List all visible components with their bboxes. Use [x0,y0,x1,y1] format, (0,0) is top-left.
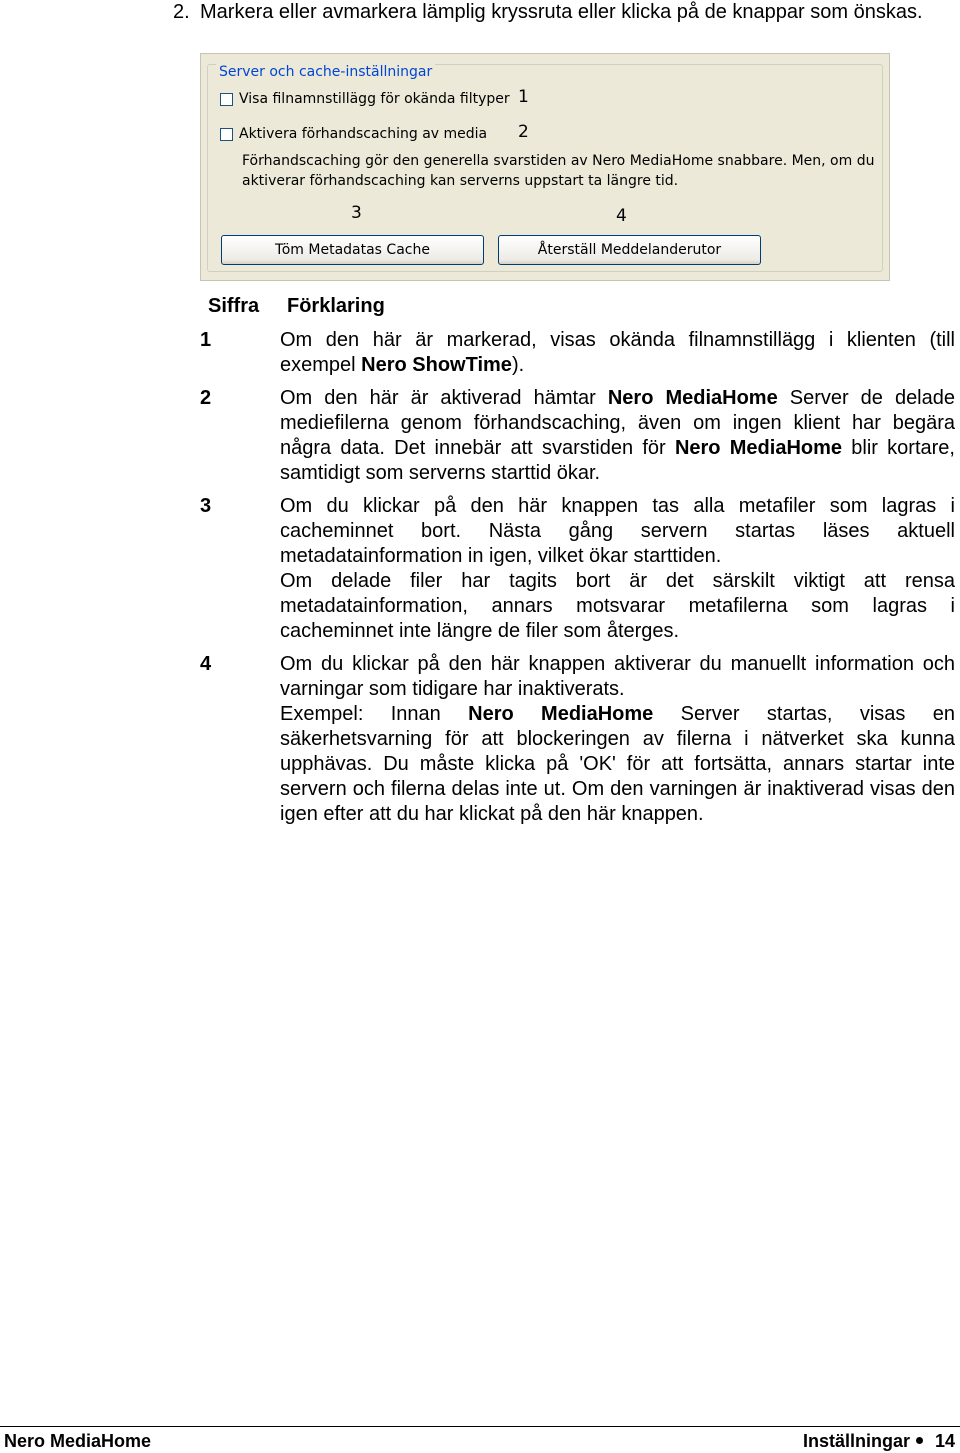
row-4-text-a: Exempel: Innan [280,703,469,725]
precaching-description: Förhandscaching gör den generella svarstiden av Nero MediaHome snabbare. Men, om du aktiverar förhandscaching kan serverns uppstart ta längre tid. [242,153,875,189]
header-explanation: Förklaring [287,295,385,317]
footer-product: Nero MediaHome [4,1431,152,1451]
reset-message-boxes-button[interactable]: Återställ Meddelanderutor [498,235,761,265]
row-2-text-a: Om den här är aktiverad hämtar [280,387,608,409]
precaching-label: Aktivera förhandscaching av media [239,126,488,142]
header-number: Siffra [208,295,260,317]
row-2-text-b: Server de delade mediefilerna genom förhandscaching, även om ingen klient har begära några data. Det innebär att svarstiden för [280,387,955,459]
callout-3: 3 [351,203,362,223]
row-1-text [280,328,955,378]
footer-page-number: 14 [935,1431,956,1451]
row-4-text: Om du klickar på den här knappen aktiverar du manuellt information och varningar som tidigare har inaktiverats. [280,653,955,700]
row-2-product-b: Nero MediaHome [674,437,843,459]
row-3-text: Om du klickar på den här knappen tas alla metafiler som lagras i cacheminnet bort. Nästa gång servern startas läses aktuell metadatainformation in igen, vilket ökar starttiden. [280,495,955,567]
row-number-3: 3 [200,495,212,517]
row-3-text-2: Om delade filer har tagits bort är det särskilt viktigt att rensa metadatainformation, annars motsvarar metafilerna som lagras i cacheminnet inte längre de filer som återges. [280,570,955,642]
row-4-text-2 [280,702,955,827]
row-4-product: Nero MediaHome [468,703,654,725]
server-cache-group [207,64,883,272]
row-number-1: 1 [200,329,212,351]
step-instruction [173,0,958,25]
row-1-text-a: Om den här är markerad, visas okända filnamnstillägg i klienten (till exempel [280,329,955,376]
show-extensions-label: Visa filnamnstillägg för okända filtyper [239,91,510,107]
row-4-text-b: Server startas, visas en säkerhetsvarning för att blockeringen av filerna i nätverket ska kunna upphävas. Du måste klicka på 'OK' för att fortsätta, annars startar inte servern och filerna delas inte ut. Om den varningen är inaktiverad visas den igen efter att du har klickat på den här knappen. [280,703,955,825]
footer-rule [0,1426,960,1427]
step-text: Markera eller avmarkera lämplig kryssruta eller klicka på de knappar som önskas. [200,1,923,23]
row-2-product-a: Nero MediaHome [607,387,778,409]
row-1-text-b: ). [511,354,525,376]
footer-section: Inställningar [803,1431,911,1451]
row-2-text-c: blir kortare, samtidigt som serverns starttid ökar. [280,437,955,484]
row-1-product: Nero ShowTime [361,354,512,376]
precaching-row[interactable] [220,126,487,142]
show-extensions-row[interactable] [220,91,510,107]
clear-metadata-cache-button[interactable]: Töm Metadatas Cache [221,235,484,265]
settings-screenshot [200,53,890,281]
precaching-checkbox[interactable] [220,128,233,141]
callout-4: 4 [616,206,627,226]
row-2-text [280,386,955,486]
group-title: Server och cache-inställningar [216,64,435,80]
show-extensions-checkbox[interactable] [220,93,233,106]
callout-2: 2 [518,122,529,142]
footer-bullet-icon [916,1437,923,1444]
row-number-2: 2 [200,387,212,409]
step-number: 2. [173,1,190,23]
callout-1: 1 [518,87,529,107]
row-number-4: 4 [200,653,212,675]
